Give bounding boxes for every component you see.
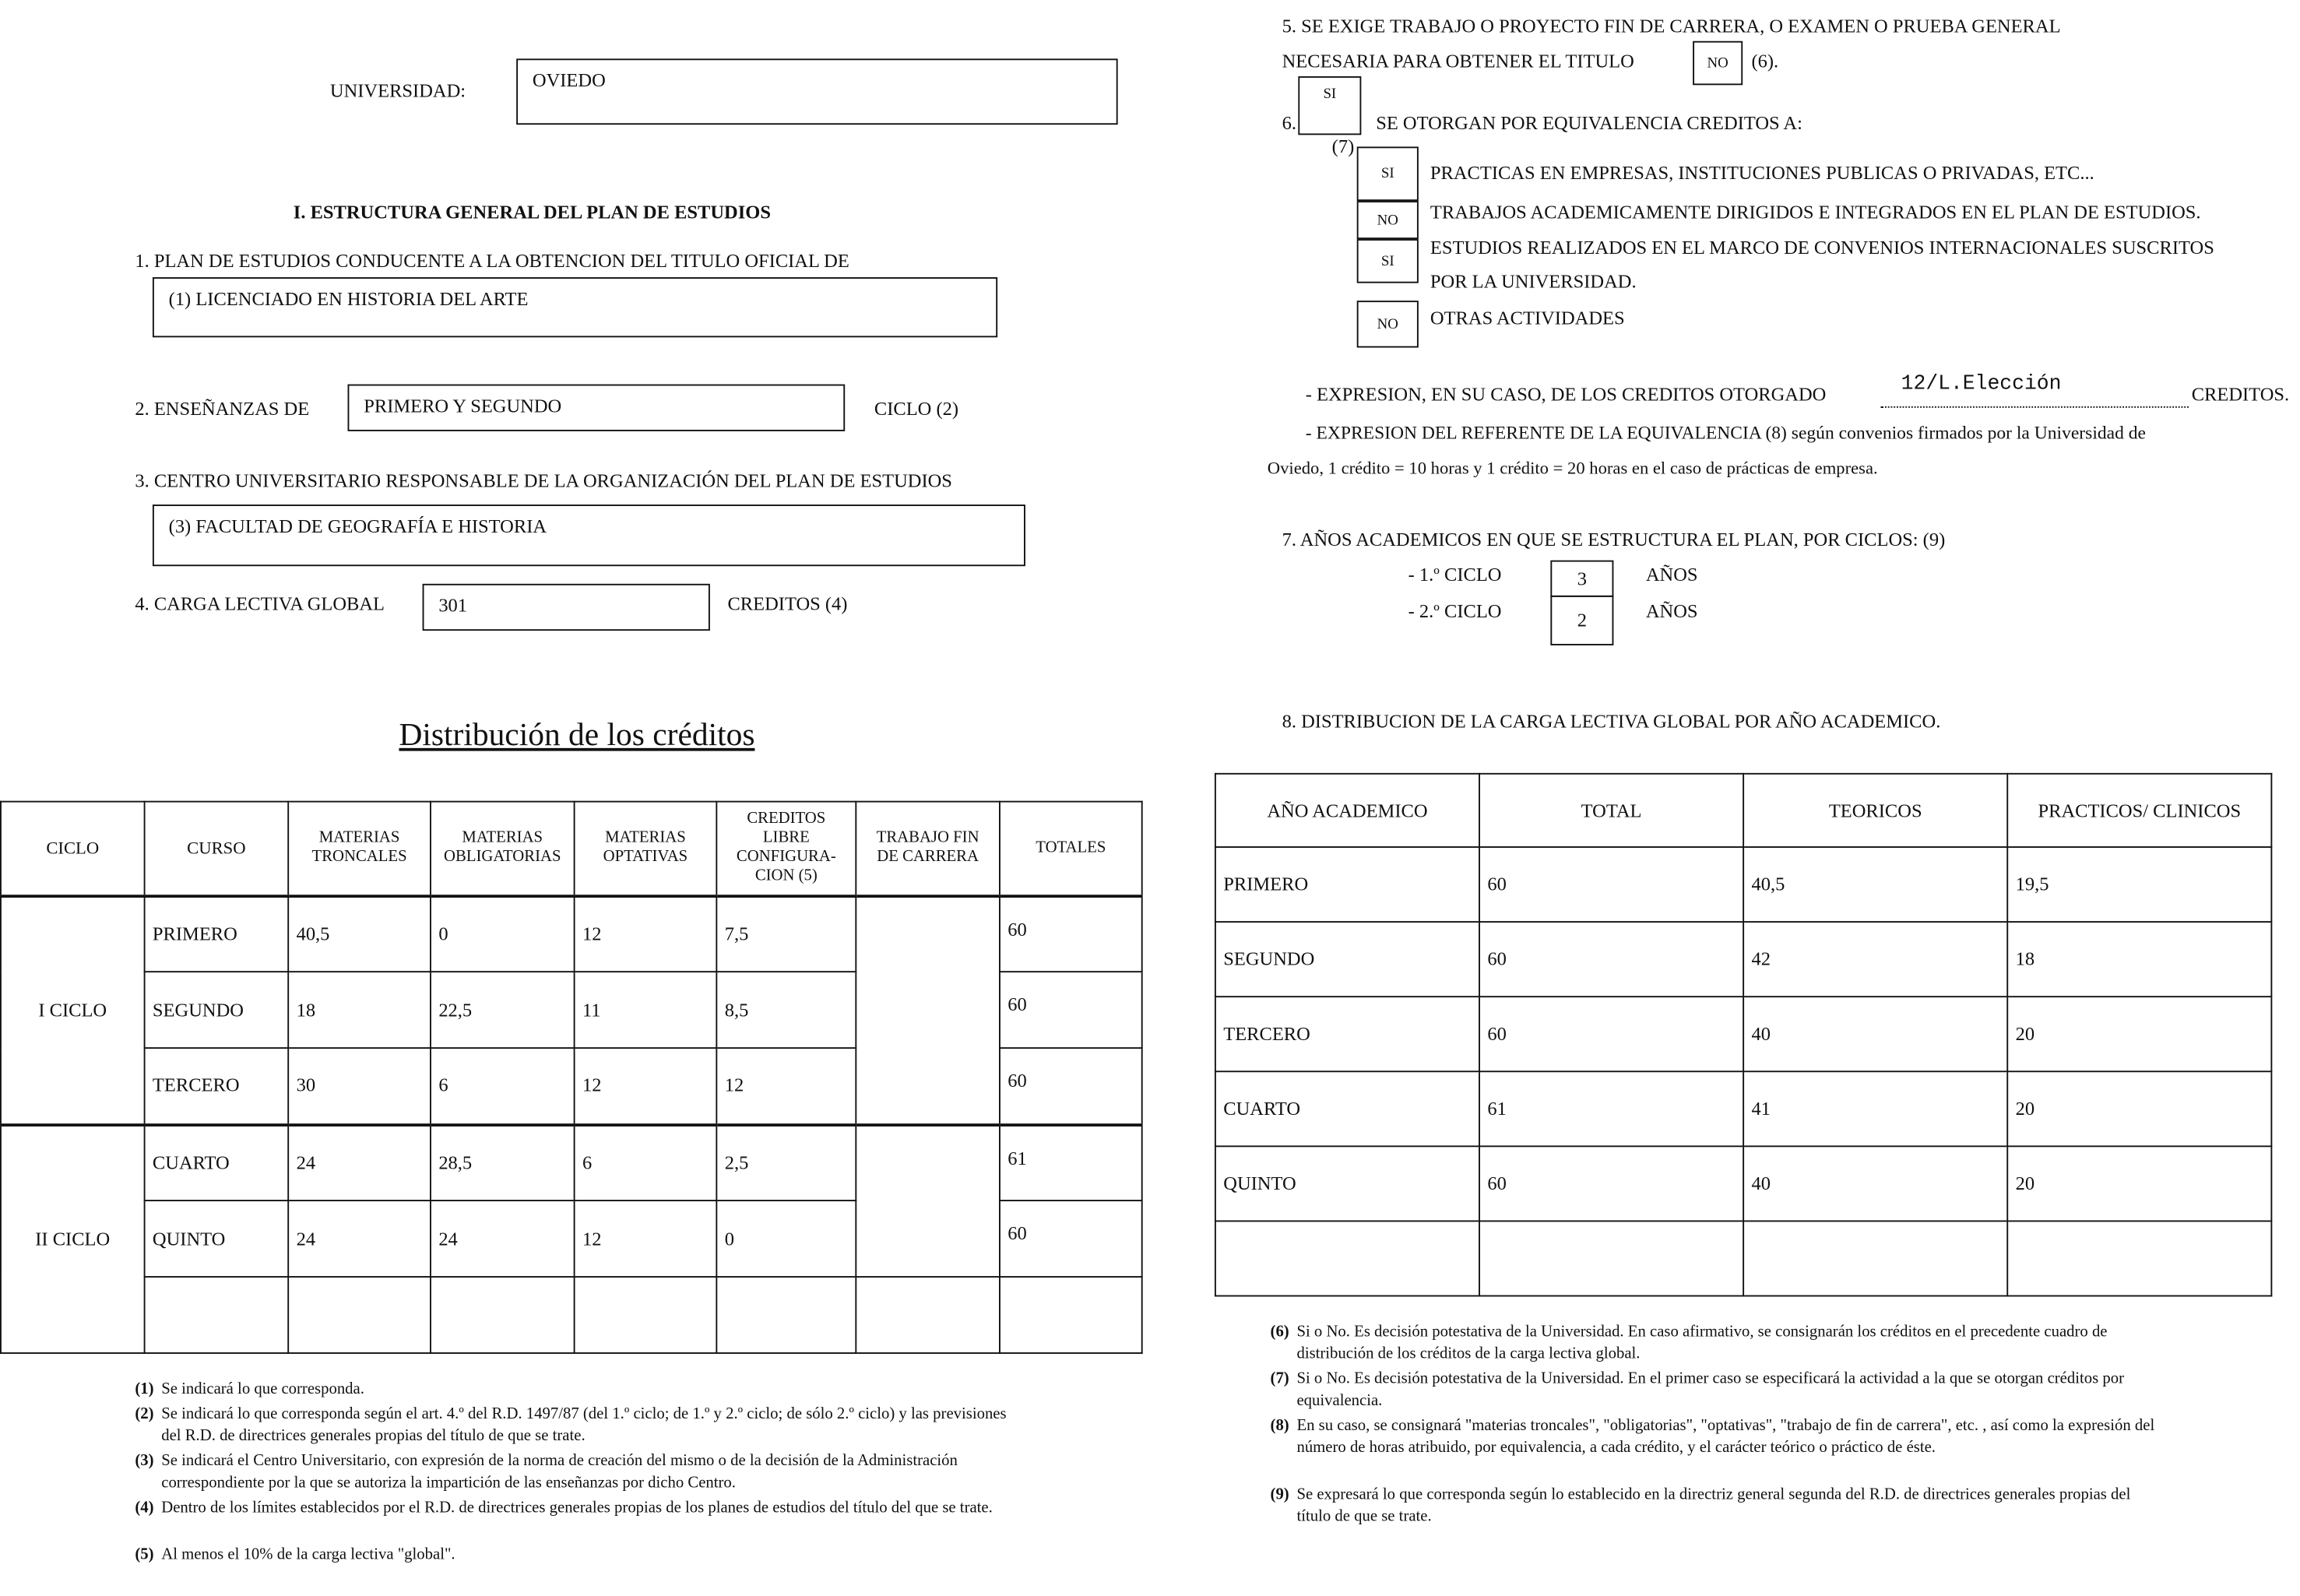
question-5: 5. SE EXIGE TRABAJO O PROYECTO FIN DE CARRERA, O EXAMEN O PRUEBA GENERAL — [1282, 14, 2061, 37]
table-row — [1215, 922, 2271, 997]
column-header: TEORICOS — [1743, 774, 2007, 847]
years-label-2: AÑOS — [1645, 599, 1698, 622]
table-cell: 24 — [288, 1201, 431, 1277]
question-7: 7. AÑOS ACADEMICOS EN QUE SE ESTRUCTURA EL PLAN, POR CICLOS: (9) — [1282, 528, 1946, 550]
question-2: 2. ENSEÑANZAS DE — [135, 397, 310, 420]
table-cell: 12 — [575, 1048, 717, 1124]
table-cell: 30 — [288, 1048, 431, 1124]
header-row — [1, 802, 1142, 896]
table-cell: 60 — [1479, 1146, 1743, 1221]
table-cell: 22,5 — [431, 972, 575, 1048]
table-cell: SEGUNDO — [1215, 922, 1479, 997]
ciclo2-label: - 2.º CICLO — [1408, 599, 1502, 622]
item-1-text: TRABAJOS ACADEMICAMENTE DIRIGIDOS E INTEGRADOS EN EL PLAN DE ESTUDIOS. — [1430, 201, 2201, 223]
question-5-line2: NECESARIA PARA OBTENER EL TITULO — [1282, 50, 1634, 72]
table-cell — [431, 1277, 575, 1353]
table-cell: 60 — [1479, 922, 1743, 997]
column-header: TOTALES — [1000, 802, 1142, 896]
column-header: AÑO ACADEMICO — [1215, 774, 1479, 847]
table-cell: 0 — [716, 1201, 856, 1277]
column-header: MATERIAS OBLIGATORIAS — [431, 802, 575, 896]
table-cell: 6 — [575, 1124, 717, 1201]
section-heading: I. ESTRUCTURA GENERAL DEL PLAN DE ESTUDIOS — [293, 201, 771, 223]
item-0-text: PRACTICAS EN EMPRESAS, INSTITUCIONES PUBLICAS O PRIVADAS, ETC... — [1430, 161, 2094, 184]
table-cell: 61 — [1000, 1124, 1142, 1201]
expr2-line1: - EXPRESION DEL REFERENTE DE LA EQUIVALENCIA (8) según convenios firmados por la Universidad de — [1305, 422, 2146, 443]
footnote-number: (2) — [135, 1404, 154, 1423]
table-cell: PRIMERO — [145, 895, 289, 972]
table-cell: 20 — [2007, 1146, 2271, 1221]
ciclo2-years: 2 — [1550, 596, 1613, 645]
table-cell: 61 — [1479, 1071, 1743, 1146]
q5-answer-box: NO — [1693, 41, 1743, 86]
table-cell: TERCERO — [145, 1048, 289, 1124]
centro-field: (3) FACULTAD DE GEOGRAFÍA E HISTORIA — [153, 504, 1025, 566]
footnote-number: (7) — [1270, 1369, 1289, 1388]
expr2-line2: Oviedo, 1 crédito = 10 horas y 1 crédito = 20 horas en el caso de prácticas de empresa. — [1267, 457, 1878, 479]
footnote-text: Al menos el 10% de la carga lectiva "global". — [161, 1545, 455, 1564]
item-2-text2: POR LA UNIVERSIDAD. — [1430, 269, 1637, 292]
table-cell — [1479, 1221, 1743, 1295]
item-0-answer: SI — [1357, 146, 1419, 201]
item-3-answer: NO — [1357, 301, 1419, 347]
distribution-title: Distribución de los créditos — [399, 715, 755, 753]
expr1-suffix: CREDITOS. — [2191, 382, 2290, 405]
table-cell: 19,5 — [2007, 847, 2271, 922]
footnote-text: Si o No. Es decisión potestativa de la Universidad. En el primer caso se especificará la actividad a la que se otorgan créditos por equivalencia. — [1296, 1369, 2125, 1410]
table-cell — [716, 1277, 856, 1353]
trabajo-fin-cell — [856, 1124, 1000, 1277]
table-cell: 24 — [431, 1201, 575, 1277]
table-cell — [145, 1277, 289, 1353]
expr1-value: 12/L.Elección — [1901, 372, 2062, 396]
titulo-field: (1) LICENCIADO EN HISTORIA DEL ARTE — [153, 277, 997, 337]
item-3-text: OTRAS ACTIVIDADES — [1430, 306, 1625, 329]
q6-number: 6. — [1282, 111, 1296, 134]
footnote-text: Dentro de los límites establecidos por el R.D. de directrices generales propias de los planes de estudios del título del que se trate. — [161, 1499, 993, 1517]
column-header: CICLO — [1, 802, 145, 896]
table-cell: 20 — [2007, 997, 2271, 1071]
table-cell: 60 — [1000, 972, 1142, 1048]
table-cell: 11 — [575, 972, 717, 1048]
table-cell: 28,5 — [431, 1124, 575, 1201]
column-header: TRABAJO FIN DE CARRERA — [856, 802, 1000, 896]
footnote — [1270, 1321, 2162, 1366]
table-row — [1215, 847, 2271, 922]
footnote — [135, 1450, 1027, 1495]
table-cell: PRIMERO — [1215, 847, 1479, 922]
footnote — [1270, 1369, 2162, 1413]
table-cell: 40,5 — [288, 895, 431, 972]
footnote-number: (6) — [1270, 1323, 1289, 1341]
footnote-text: Se indicará lo que corresponda. — [161, 1380, 364, 1398]
column-header: MATERIAS OPTATIVAS — [575, 802, 717, 896]
footnote — [1270, 1485, 2162, 1529]
q5-ref: (6). — [1751, 50, 1779, 72]
question-2-suffix: CICLO (2) — [874, 397, 959, 420]
ciclo-cell: II CICLO — [1, 1124, 145, 1353]
question-8: 8. DISTRIBUCION DE LA CARGA LECTIVA GLOBAL POR AÑO ACADEMICO. — [1282, 709, 1941, 733]
table-cell: 24 — [288, 1124, 431, 1201]
table-cell: 6 — [431, 1048, 575, 1124]
column-header: TOTAL — [1479, 774, 1743, 847]
column-header: CURSO — [145, 802, 289, 896]
footnote-number: (8) — [1270, 1416, 1289, 1435]
table-cell: 18 — [2007, 922, 2271, 997]
footnote-text: En su caso, se consignará "materias troncales", "obligatorias", "optativas", "trabajo de fin de carrera", etc. , así como la expresión del número de horas atribuido, por equivalencia, a cada crédito, y el carácter teórico o práctico de éste. — [1296, 1416, 2155, 1457]
table-cell: 2,5 — [716, 1124, 856, 1201]
footnote-number: (4) — [135, 1499, 154, 1517]
table-cell: 60 — [1479, 847, 1743, 922]
table-cell: 60 — [1000, 1048, 1142, 1124]
table-row — [1215, 1071, 2271, 1146]
table-cell: 12 — [716, 1048, 856, 1124]
item-1-answer: NO — [1357, 201, 1419, 239]
column-header: PRACTICOS/ CLINICOS — [2007, 774, 2271, 847]
footnote — [135, 1498, 1027, 1520]
footnote-text: Se indicará el Centro Universitario, con expresión de la norma de creación del mismo o de la decisión de la Administración correspondiente por la que se autoriza la impartición de las enseñanzas por dicho Centro. — [161, 1452, 958, 1492]
table-cell: 42 — [1743, 922, 2007, 997]
universidad-field: OVIEDO — [516, 58, 1117, 125]
item-2-text: ESTUDIOS REALIZADOS EN EL MARCO DE CONVENIOS INTERNACIONALES SUSCRITOS — [1430, 236, 2214, 258]
q6-text: SE OTORGAN POR EQUIVALENCIA CREDITOS A: — [1376, 111, 1802, 134]
footnote-number: (3) — [135, 1452, 154, 1470]
table-cell: 8,5 — [716, 972, 856, 1048]
footnote — [135, 1545, 1027, 1566]
table-row — [1215, 997, 2271, 1071]
footnote-text: Se expresará lo que corresponda según lo establecido en la directriz general segunda del R.D. de directrices generales propias del título de que se trate. — [1296, 1485, 2131, 1526]
table-cell: CUARTO — [1215, 1071, 1479, 1146]
table-cell: QUINTO — [1215, 1146, 1479, 1221]
expr1-label: - EXPRESION, EN SU CASO, DE LOS CREDITOS OTORGADO — [1305, 382, 1827, 405]
table-row — [1, 895, 1142, 972]
years-label-1: AÑOS — [1645, 563, 1698, 585]
table-cell: 60 — [1000, 1201, 1142, 1277]
table-cell: 12 — [575, 1201, 717, 1277]
table-cell: 20 — [2007, 1071, 2271, 1146]
table-cell: 60 — [1479, 997, 1743, 1071]
q6-ref: (7) — [1331, 135, 1355, 157]
table-row — [1, 1277, 1142, 1353]
footnote-number: (5) — [135, 1545, 154, 1564]
footnote-text: Si o No. Es decisión potestativa de la Universidad. En caso afirmativo, se consignarán los créditos en el precedente cuadro de distribución de los créditos de la carga lectiva global. — [1296, 1323, 2108, 1363]
table-row — [1, 1124, 1142, 1201]
table-cell: 40,5 — [1743, 847, 2007, 922]
question-4-suffix: CREDITOS (4) — [727, 592, 848, 615]
table-cell — [1000, 1277, 1142, 1353]
universidad-label: UNIVERSIDAD: — [329, 79, 466, 101]
ensenanzas-field: PRIMERO Y SEGUNDO — [348, 385, 846, 431]
column-header: MATERIAS TRONCALES — [288, 802, 431, 896]
footnote-number: (9) — [1270, 1485, 1289, 1504]
table-cell: 0 — [431, 895, 575, 972]
annual-load-table — [1215, 773, 2272, 1297]
ciclo-cell: I CICLO — [1, 895, 145, 1124]
table-cell: CUARTO — [145, 1124, 289, 1201]
question-3: 3. CENTRO UNIVERSITARIO RESPONSABLE DE LA ORGANIZACIÓN DEL PLAN DE ESTUDIOS — [135, 469, 952, 492]
trabajo-fin-cell — [856, 1277, 1000, 1353]
table-row — [1215, 1146, 2271, 1221]
ciclo1-years: 3 — [1550, 561, 1613, 597]
credit-distribution-table — [0, 801, 1143, 1354]
footnote — [135, 1404, 1027, 1448]
item-2-answer: SI — [1357, 239, 1419, 283]
footnote-text: Se indicará lo que corresponda según el art. 4.º del R.D. 1497/87 (del 1.º ciclo; de 1.º y 2.º ciclo; de sólo 2.º ciclo) y las previsiones del R.D. de directrices generales propias del título de que se trate. — [161, 1404, 1007, 1445]
table-cell — [575, 1277, 717, 1353]
table-cell: 40 — [1743, 1146, 2007, 1221]
table-cell: SEGUNDO — [145, 972, 289, 1048]
header-row — [1215, 774, 2271, 847]
column-header: CREDITOS LIBRE CONFIGURA-CION (5) — [716, 802, 856, 896]
table-cell — [1215, 1221, 1479, 1295]
carga-field: 301 — [423, 584, 710, 631]
table-cell: 12 — [575, 895, 717, 972]
footnote-number: (1) — [135, 1380, 154, 1398]
ciclo1-label: - 1.º CICLO — [1408, 563, 1502, 585]
trabajo-fin-cell — [856, 895, 1000, 1124]
table-row — [1215, 1221, 2271, 1295]
question-4: 4. CARGA LECTIVA GLOBAL — [135, 592, 385, 615]
q6-answer-box: SI — [1298, 76, 1361, 135]
table-cell: 60 — [1000, 895, 1142, 972]
table-cell — [1743, 1221, 2007, 1295]
table-cell: 40 — [1743, 997, 2007, 1071]
table-cell: 18 — [288, 972, 431, 1048]
question-1: 1. PLAN DE ESTUDIOS CONDUCENTE A LA OBTENCION DEL TITULO OFICIAL DE — [135, 249, 849, 272]
table-cell: TERCERO — [1215, 997, 1479, 1071]
table-cell — [2007, 1221, 2271, 1295]
table-cell: 7,5 — [716, 895, 856, 972]
table-cell: 41 — [1743, 1071, 2007, 1146]
table-cell — [288, 1277, 431, 1353]
table-cell: QUINTO — [145, 1201, 289, 1277]
footnote — [135, 1379, 1027, 1401]
footnote — [1270, 1415, 2162, 1460]
